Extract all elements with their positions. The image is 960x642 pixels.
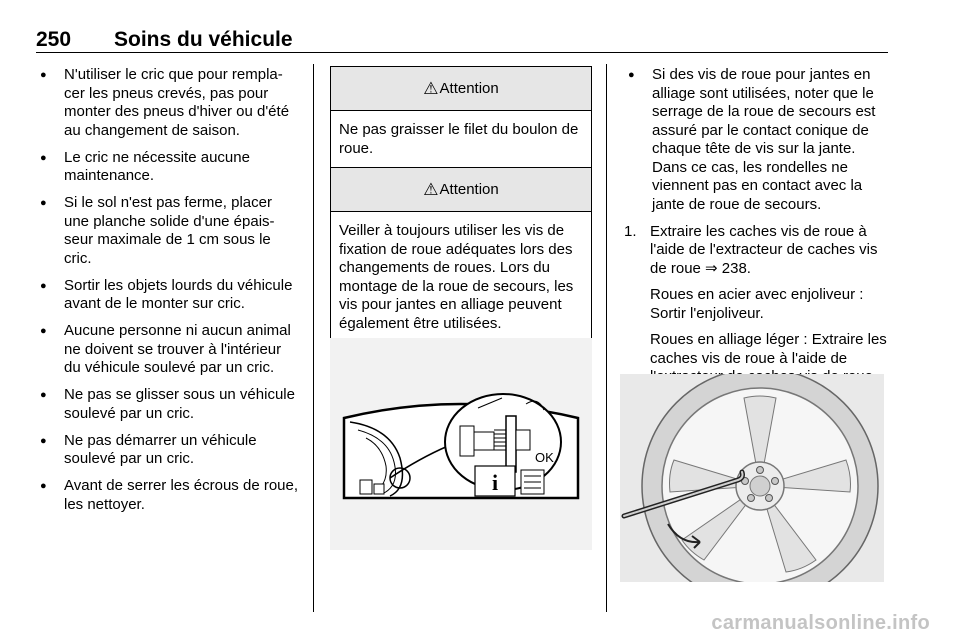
warning-triangle-icon: ⚠ bbox=[423, 180, 439, 199]
page-header bbox=[36, 8, 888, 52]
list-item: ● Ne pas démarrer un véhicule soulevé par un cric. bbox=[36, 432, 300, 469]
attention-text: Ne pas graisser le filet du boulon de roue. bbox=[339, 121, 579, 157]
svg-text:i: i bbox=[491, 470, 499, 495]
step-number: 1. bbox=[624, 222, 637, 240]
list-item: ● Avant de serrer les écrous de roue, les nettoyer. bbox=[36, 477, 300, 514]
step-text: Extraire les caches vis de roue à l'aide de l'extracteur de caches vis de roue ⇒ 238. bbox=[650, 222, 878, 277]
list-item: ● Si le sol n'est pas ferme, placer une planche solide d'une épais-seur maximale de 1 cm sous le cric. bbox=[36, 194, 300, 268]
step-text: Roues en acier avec enjoliveur : Sortir l'enjoliveur. bbox=[650, 286, 864, 322]
attention-text: Veiller à toujours utiliser les vis de fixation de roue adéquates lors des changements de roues. Lors du montage de la roue de secours, les vis pour jantes en alliage peuvent également être utilisées. bbox=[339, 222, 574, 332]
attention-box-bolts bbox=[330, 167, 592, 344]
left-column bbox=[36, 66, 300, 523]
alloy-wheel-illustration bbox=[620, 374, 884, 582]
step-text: Roues en alliage léger : Extraire les caches vis de roue à l'aide de bbox=[650, 331, 887, 367]
list-item: ● Sortir les objets lourds du véhicule avant de le monter sur cric. bbox=[36, 277, 300, 314]
right-column bbox=[624, 66, 888, 395]
ok-label: OK bbox=[535, 450, 554, 465]
attention-header bbox=[331, 168, 591, 212]
attention-title: Attention bbox=[439, 80, 499, 97]
step-item bbox=[624, 223, 888, 387]
attention-title: Attention bbox=[439, 181, 499, 198]
watermark: carmanualsonline.info bbox=[711, 612, 930, 634]
list-item: ● N'utiliser le cric que pour rempla-cer les pneus crevés, pas pour monter des pneus d'hiver ou d'été au changement de saison. bbox=[36, 66, 300, 140]
list-item: ● Si des vis de roue pour jantes en alliage sont utilisées, noter que le serrage de la roue de secours est assuré par le contact conique de chaque tête de vis sur la jante. Dans ce cas, les rondelles ne viennent pas en contact avec la jante de roue de secours. bbox=[624, 66, 888, 214]
list-item: ● Aucune personne ni aucun animal ne doivent se trouver à l'intérieur du véhicule soulevé par un cric. bbox=[36, 322, 300, 378]
attention-header bbox=[331, 67, 591, 111]
section-title: Soins du véhicule bbox=[114, 28, 293, 51]
header-divider bbox=[36, 52, 888, 53]
list-item: ● Le cric ne nécessite aucune maintenance. bbox=[36, 149, 300, 186]
page-number: 250 bbox=[36, 28, 72, 51]
precautions-list bbox=[36, 66, 300, 514]
wheel-bolt-illustration bbox=[330, 338, 592, 550]
bolt-note-list bbox=[624, 66, 888, 214]
warning-triangle-icon: ⚠ bbox=[423, 79, 439, 98]
column-divider-left bbox=[313, 64, 314, 612]
attention-box-grease bbox=[330, 66, 592, 169]
list-item: ● Ne pas se glisser sous un véhicule soulevé par un cric. bbox=[36, 386, 300, 423]
column-divider-right bbox=[606, 64, 607, 612]
